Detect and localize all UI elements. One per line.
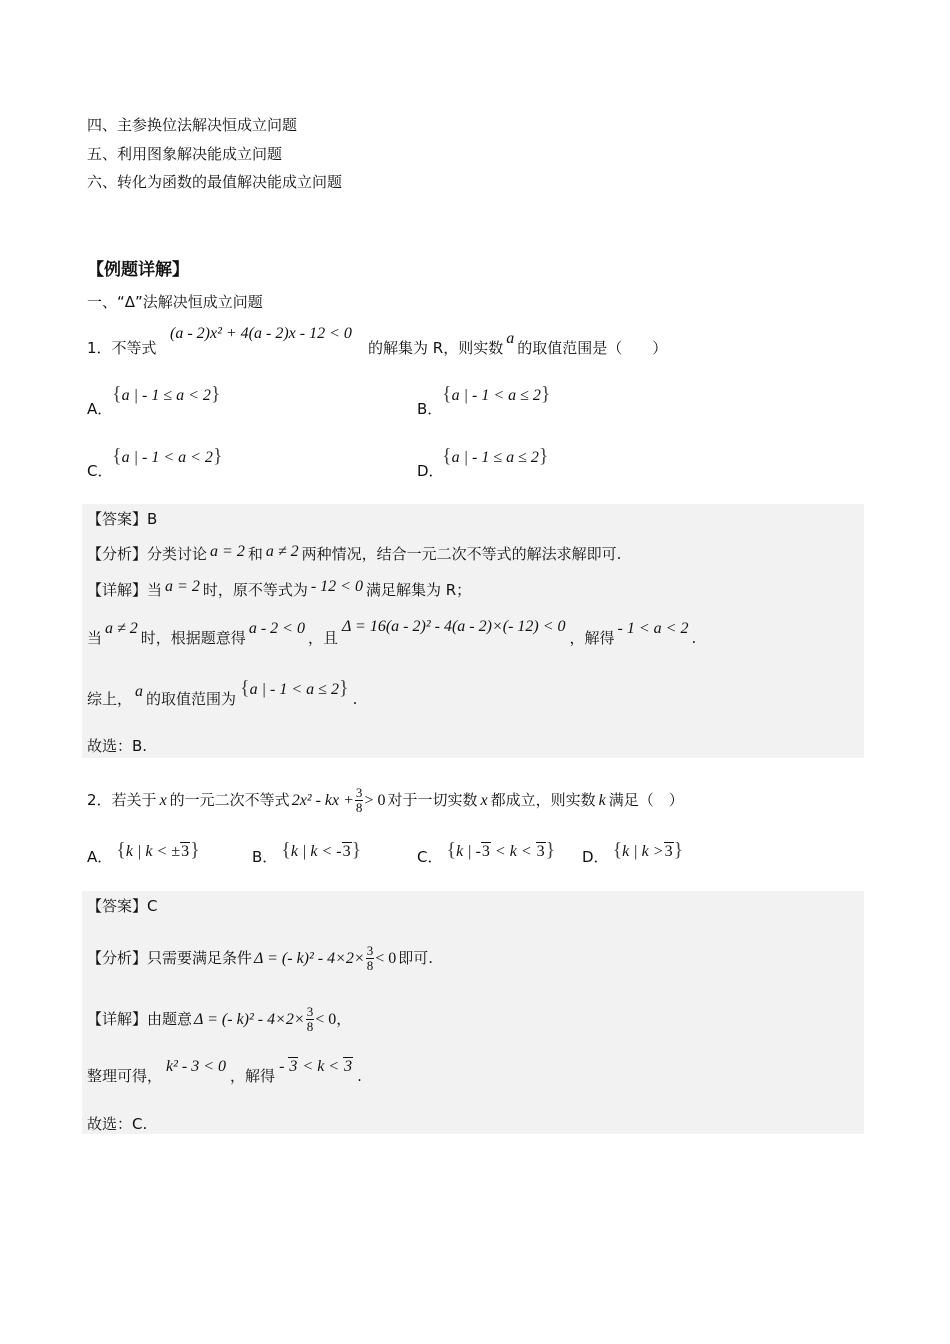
q1-post: 的取值范围是（ ） — [517, 339, 668, 357]
q2-option-c[interactable]: C． {k | -3 < k < 3} — [417, 839, 556, 866]
q2-option-a[interactable]: A． {k | k < ±3} — [87, 839, 200, 866]
q1-detail-line3: 综上， a 的取值范围为 {a | - 1 < a ≤ 2} . — [87, 677, 358, 708]
q1-option-d-set: {a | - 1 ≤ a ≤ 2} — [442, 445, 549, 467]
q1-option-c-set: {a | - 1 < a < 2} — [112, 445, 223, 467]
q1-option-b-set: {a | - 1 < a ≤ 2} — [442, 383, 551, 405]
q1-var: a — [506, 330, 515, 347]
q1-stem-rest — [368, 330, 668, 359]
section-title: 【例题详解】 — [87, 260, 189, 280]
q2-detail-line1: 【详解】由题意 Δ = (- k)² - 4×2× $\frac{3}{8}$ < 0， — [87, 1004, 352, 1034]
q1-stem — [87, 338, 157, 358]
toc-item: 五、利用图象解决能成立问题 — [87, 145, 283, 163]
q1-option-d[interactable] — [417, 461, 444, 481]
option-label: A． — [87, 400, 113, 418]
q1-choose: 故选：B. — [87, 737, 148, 755]
q1-number: 1． — [87, 339, 112, 357]
q2-detail-line2: 整理可得，k² - 3 < 0，解得- 3 < k < 3. — [87, 1058, 362, 1085]
q1-detail-line1: 【详解】当 a = 2 时，原不等式为 - 12 < 0 满足解集为 R； — [87, 578, 472, 599]
option-label: B． — [417, 400, 443, 418]
q2-stem: 2．若关于 x 的一元二次不等式 2x² - kx + $\frac{3}{8}$ > 0 对于一切实数 x 都成立，则实数 k 满足（ ） — [87, 785, 684, 815]
q2-option-d[interactable]: D． {k | k >3} — [582, 839, 684, 866]
q1-analysis: 【分析】分类讨论 a = 2 和 a ≠ 2 两种情况，结合一元二次不等式的解法求解即可. — [87, 543, 622, 563]
q1-option-a-set: {a | - 1 ≤ a < 2} — [112, 383, 221, 405]
q1-answer: 【答案】B — [87, 510, 158, 528]
q2-analysis: 【分析】只需要满足条件 Δ = (- k)² - 4×2× $\frac{3}{8}$ < 0 即可. — [87, 943, 434, 973]
subsection-title: 一、“Δ”法解决恒成立问题 — [87, 293, 263, 311]
option-label: C． — [87, 462, 113, 480]
q1-option-a[interactable] — [87, 399, 112, 419]
q2-option-b[interactable]: B． {k | k < -3} — [252, 839, 362, 866]
q1-detail-line2: 当a ≠ 2时，根据题意得a - 2 < 0，且Δ = 16(a - 2)² - 4(a - 2)×(- 12) < 0，解得- 1 < a < 2. — [87, 618, 697, 647]
q2-answer: 【答案】C — [87, 897, 158, 915]
q1-pre: 不等式 — [111, 339, 157, 357]
q1-option-b[interactable] — [417, 399, 442, 419]
option-label: D． — [417, 462, 444, 480]
toc-item: 四、主参换位法解决恒成立问题 — [87, 116, 298, 134]
q2-fraction: $\frac{3}{8}$ — [355, 785, 363, 815]
q1-inequality: (a - 2)x² + 4(a - 2)x - 12 < 0 — [170, 325, 352, 342]
toc-item: 六、转化为函数的最值解决能成立问题 — [87, 173, 343, 191]
q1-option-c[interactable] — [87, 461, 112, 481]
q2-choose: 故选：C. — [87, 1115, 148, 1133]
q1-mid: 的解集为 R，则实数 — [368, 339, 504, 357]
